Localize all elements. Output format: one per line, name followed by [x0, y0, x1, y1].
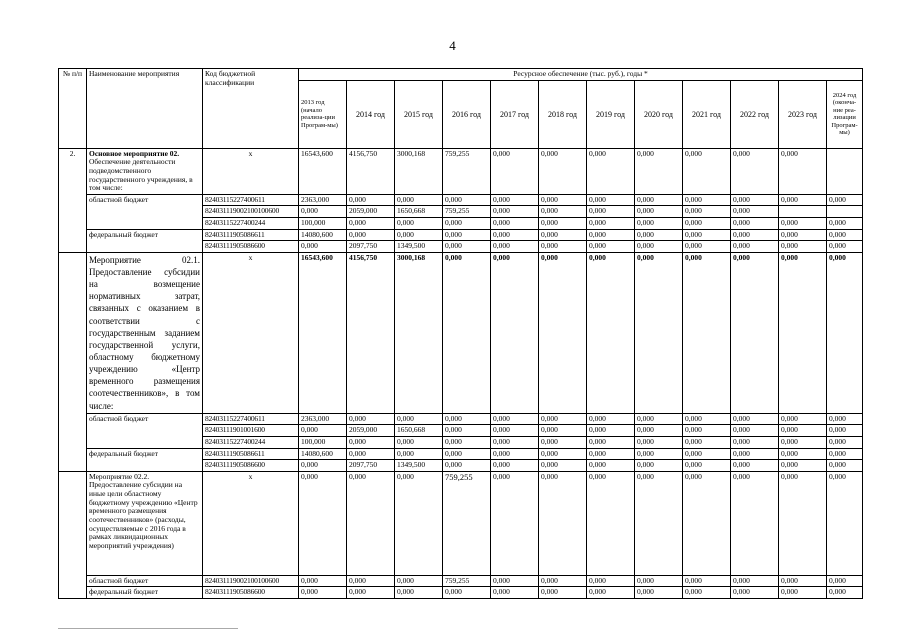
value-cell: 0,000	[299, 575, 347, 587]
value-cell: 0,000	[827, 436, 863, 448]
value-cell: 2059,000	[347, 425, 395, 437]
value-cell: 0,000	[731, 218, 779, 230]
value-cell: 1650,668	[395, 206, 443, 218]
table-row	[59, 575, 863, 587]
value-cell: 0,000	[779, 252, 827, 413]
value-cell: 0,000	[539, 413, 587, 425]
value-cell: 0,000	[779, 575, 827, 587]
value-cell: 0,000	[299, 425, 347, 437]
value-cell: 0,000	[779, 448, 827, 460]
value-cell	[827, 148, 863, 194]
value-cell: 0,000	[827, 460, 863, 472]
value-cell: 2097,750	[347, 241, 395, 253]
activity-title	[87, 148, 203, 194]
value-cell: 0,000	[635, 229, 683, 241]
value-cell: 1349,500	[395, 460, 443, 472]
table-row	[59, 229, 863, 241]
code-cell: х	[203, 148, 299, 194]
value-cell: 0,000	[587, 241, 635, 253]
value-cell: 0,000	[443, 436, 491, 448]
value-cell: 0,000	[731, 241, 779, 253]
value-cell: 0,000	[539, 575, 587, 587]
value-cell: 0,000	[683, 460, 731, 472]
value-cell: 0,000	[395, 436, 443, 448]
value-cell: 0,000	[587, 252, 635, 413]
value-cell: 0,000	[587, 471, 635, 575]
value-cell: 0,000	[731, 206, 779, 218]
value-cell: 0,000	[731, 448, 779, 460]
value-cell: 0,000	[491, 587, 539, 599]
value-cell: 0,000	[827, 413, 863, 425]
value-cell: 0,000	[635, 252, 683, 413]
value-cell: 0,000	[827, 252, 863, 413]
value-cell: 759,255	[443, 575, 491, 587]
value-cell: 0,000	[299, 587, 347, 599]
value-cell: 0,000	[779, 194, 827, 206]
budget-code: 82403115227400244	[203, 436, 299, 448]
value-cell: 0,000	[635, 206, 683, 218]
budget-code: 82403111905086600	[203, 460, 299, 472]
value-cell: 2363,000	[299, 413, 347, 425]
row-number	[59, 252, 87, 471]
value-cell: 0,000	[347, 413, 395, 425]
section-title-row	[59, 471, 863, 575]
value-cell: 0,000	[347, 436, 395, 448]
value-cell: 0,000	[443, 460, 491, 472]
budget-source-label: федеральный бюджет	[87, 448, 203, 471]
value-cell: 0,000	[491, 448, 539, 460]
value-cell: 0,000	[779, 425, 827, 437]
activity-title-heading: Основное мероприятие 02.	[89, 148, 180, 158]
value-cell: 0,000	[635, 425, 683, 437]
value-cell: 0,000	[731, 425, 779, 437]
value-cell: 0,000	[491, 218, 539, 230]
value-cell: 0,000	[491, 229, 539, 241]
value-cell: 0,000	[827, 575, 863, 587]
value-cell: 759,255	[443, 206, 491, 218]
value-cell: 0,000	[443, 413, 491, 425]
budget-code: 82403115227400244	[203, 218, 299, 230]
value-cell: 1650,668	[395, 425, 443, 437]
value-cell: 0,000	[731, 413, 779, 425]
value-cell: 100,000	[299, 436, 347, 448]
header-year-9: 2022 год	[731, 80, 779, 148]
scan-artifact	[58, 628, 238, 629]
value-cell: 0,000	[539, 436, 587, 448]
value-cell: 0,000	[635, 194, 683, 206]
value-cell: 0,000	[587, 413, 635, 425]
value-cell: 0,000	[443, 448, 491, 460]
value-cell: 0,000	[539, 425, 587, 437]
value-cell: 0,000	[827, 229, 863, 241]
value-cell: 0,000	[395, 587, 443, 599]
value-cell: 0,000	[731, 252, 779, 413]
value-cell: 0,000	[491, 194, 539, 206]
budget-code: 82403115227400611	[203, 413, 299, 425]
value-cell: 0,000	[395, 218, 443, 230]
value-cell: 0,000	[347, 575, 395, 587]
value-cell: 0,000	[539, 471, 587, 575]
value-cell: 0,000	[731, 436, 779, 448]
value-cell: 1349,500	[395, 241, 443, 253]
value-cell: 0,000	[779, 413, 827, 425]
row-number	[59, 471, 87, 598]
value-cell: 0,000	[683, 206, 731, 218]
value-cell: 0,000	[539, 194, 587, 206]
value-cell: 0,000	[635, 241, 683, 253]
value-cell: 14080,600	[299, 448, 347, 460]
budget-source-label: федеральный бюджет	[87, 587, 203, 599]
header-year-7: 2020 год	[635, 80, 683, 148]
header-year-3: 2016 год	[443, 80, 491, 148]
value-cell: 0,000	[683, 148, 731, 194]
budget-code: 82403111901001600	[203, 425, 299, 437]
header-resource: Ресурсное обеспечение (тыс. руб.), годы *	[299, 69, 863, 81]
value-cell: 0,000	[683, 241, 731, 253]
value-cell: 0,000	[635, 448, 683, 460]
table-row	[59, 448, 863, 460]
value-cell: 0,000	[443, 194, 491, 206]
value-cell: 0,000	[587, 229, 635, 241]
header-year-2: 2015 год	[395, 80, 443, 148]
value-cell	[827, 206, 863, 218]
value-cell: 0,000	[395, 413, 443, 425]
value-cell: 0,000	[539, 448, 587, 460]
value-cell: 0,000	[731, 471, 779, 575]
section-title-row	[59, 252, 863, 413]
value-cell: 0,000	[347, 587, 395, 599]
value-cell: 0,000	[731, 575, 779, 587]
value-cell: 0,000	[779, 218, 827, 230]
value-cell: 0,000	[539, 252, 587, 413]
value-cell: 14080,600	[299, 229, 347, 241]
value-cell: 0,000	[635, 218, 683, 230]
value-cell: 3000,168	[395, 252, 443, 413]
value-cell: 0,000	[491, 206, 539, 218]
budget-code: 82403111905086611	[203, 448, 299, 460]
value-cell: 0,000	[395, 448, 443, 460]
budget-code: 82403111905086611	[203, 229, 299, 241]
activity-title: Мероприятие 02.2. Предоставление субсидии на иные цели областному бюджетному учреждению «Центр временного размещения соотечественников» (расходы, осуществляемые с 2016 года в рамках ликвидационных мероприятий учреждения)	[87, 471, 203, 575]
value-cell: 0,000	[587, 436, 635, 448]
value-cell: 759,255	[443, 148, 491, 194]
value-cell: 3000,168	[395, 148, 443, 194]
value-cell: 0,000	[587, 194, 635, 206]
value-cell: 0,000	[491, 148, 539, 194]
value-cell: 0,000	[587, 206, 635, 218]
value-cell: 2363,000	[299, 194, 347, 206]
value-cell: 0,000	[635, 587, 683, 599]
header-num: № п/п	[59, 69, 87, 149]
budget-code: 82403111905086600	[203, 587, 299, 599]
budget-table	[58, 68, 863, 599]
value-cell: 0,000	[347, 448, 395, 460]
header-year-11: 2024 год (оконча-ние реа-лизации Програм-мы)	[827, 80, 863, 148]
budget-source-label: областной бюджет	[87, 413, 203, 448]
value-cell: 0,000	[491, 252, 539, 413]
value-cell: 0,000	[779, 436, 827, 448]
header-code: Код бюджетной классификации	[203, 69, 299, 149]
value-cell: 0,000	[299, 241, 347, 253]
value-cell: 0,000	[443, 425, 491, 437]
budget-source-label: областной бюджет	[87, 194, 203, 229]
value-cell: 4156,750	[347, 148, 395, 194]
value-cell: 0,000	[683, 471, 731, 575]
value-cell: 0,000	[731, 587, 779, 599]
value-cell: 0,000	[779, 148, 827, 194]
value-cell: 0,000	[491, 436, 539, 448]
value-cell: 0,000	[587, 460, 635, 472]
budget-code: 82403115227400611	[203, 194, 299, 206]
value-cell: 0,000	[587, 575, 635, 587]
value-cell: 0,000	[539, 148, 587, 194]
budget-code: 824031119002100100600	[203, 575, 299, 587]
budget-source-label: федеральный бюджет	[87, 229, 203, 252]
value-cell: 0,000	[443, 241, 491, 253]
value-cell: 0,000	[731, 148, 779, 194]
value-cell: 0,000	[491, 425, 539, 437]
value-cell: 0,000	[683, 575, 731, 587]
value-cell: 0,000	[827, 587, 863, 599]
value-cell	[779, 206, 827, 218]
value-cell: 100,000	[299, 218, 347, 230]
value-cell: 0,000	[491, 413, 539, 425]
value-cell: 0,000	[347, 471, 395, 575]
code-cell: х	[203, 471, 299, 575]
value-cell: 0,000	[683, 413, 731, 425]
value-cell: 0,000	[683, 425, 731, 437]
value-cell: 0,000	[827, 218, 863, 230]
value-cell: 0,000	[491, 575, 539, 587]
value-cell: 0,000	[443, 229, 491, 241]
header-row-top	[59, 69, 863, 81]
activity-title-body: Обеспечение деятельности подведомственного государственного учреждения, в том числе:	[89, 157, 193, 193]
table-row	[59, 413, 863, 425]
value-cell: 0,000	[731, 194, 779, 206]
value-cell: 0,000	[731, 229, 779, 241]
activity-title: Мероприятие 02.1. Предоставление субсидии на возмещение нормативных затрат, связанных с оказанием в соответствии с государственным заданием государственной услуги, областному бюджетному учреждению «Центр временного размещения соотечественников», в том числе:	[87, 252, 203, 413]
value-cell: 0,000	[443, 252, 491, 413]
value-cell: 0,000	[827, 471, 863, 575]
header-year-5: 2018 год	[539, 80, 587, 148]
budget-code: 824031119002100100600	[203, 206, 299, 218]
value-cell: 0,000	[539, 218, 587, 230]
table-row	[59, 587, 863, 599]
value-cell: 0,000	[827, 425, 863, 437]
value-cell: 0,000	[443, 218, 491, 230]
value-cell: 0,000	[779, 587, 827, 599]
value-cell: 0,000	[635, 148, 683, 194]
value-cell: 0,000	[827, 448, 863, 460]
value-cell: 0,000	[299, 460, 347, 472]
value-cell: 0,000	[683, 194, 731, 206]
budget-source-label: областной бюджет	[87, 575, 203, 587]
section-title-row	[59, 148, 863, 194]
value-cell: 2059,000	[347, 206, 395, 218]
value-cell: 2097,750	[347, 460, 395, 472]
value-cell: 0,000	[779, 229, 827, 241]
value-cell: 0,000	[539, 460, 587, 472]
value-cell: 0,000	[539, 206, 587, 218]
value-cell: 0,000	[683, 587, 731, 599]
header-year-10: 2023 год	[779, 80, 827, 148]
value-cell: 0,000	[635, 413, 683, 425]
value-cell: 0,000	[587, 218, 635, 230]
value-cell: 0,000	[779, 471, 827, 575]
value-cell: 0,000	[395, 194, 443, 206]
value-cell: 0,000	[299, 471, 347, 575]
value-cell: 0,000	[539, 229, 587, 241]
value-cell: 0,000	[587, 587, 635, 599]
value-cell: 0,000	[587, 448, 635, 460]
value-cell: 0,000	[683, 448, 731, 460]
value-cell: 0,000	[779, 460, 827, 472]
row-number: 2.	[59, 148, 87, 252]
value-cell: 0,000	[491, 471, 539, 575]
value-cell: 759,255	[443, 471, 491, 575]
value-cell: 0,000	[491, 460, 539, 472]
value-cell: 0,000	[635, 575, 683, 587]
value-cell: 0,000	[683, 218, 731, 230]
value-cell: 0,000	[491, 241, 539, 253]
value-cell: 0,000	[683, 229, 731, 241]
value-cell: 0,000	[683, 252, 731, 413]
value-cell: 0,000	[731, 460, 779, 472]
value-cell: 0,000	[347, 218, 395, 230]
value-cell: 0,000	[827, 241, 863, 253]
header-year-4: 2017 год	[491, 80, 539, 148]
value-cell: 0,000	[347, 229, 395, 241]
value-cell: 0,000	[587, 425, 635, 437]
value-cell: 0,000	[827, 194, 863, 206]
value-cell: 0,000	[539, 241, 587, 253]
value-cell: 0,000	[347, 194, 395, 206]
value-cell: 0,000	[395, 471, 443, 575]
value-cell: 0,000	[539, 587, 587, 599]
value-cell: 0,000	[299, 206, 347, 218]
value-cell: 16543,600	[299, 148, 347, 194]
header-name: Наименование мероприятия	[87, 69, 203, 149]
value-cell: 0,000	[635, 460, 683, 472]
value-cell: 0,000	[587, 148, 635, 194]
value-cell: 0,000	[779, 241, 827, 253]
value-cell: 0,000	[635, 471, 683, 575]
header-year-6: 2019 год	[587, 80, 635, 148]
header-year-1: 2014 год	[347, 80, 395, 148]
page-number: 4	[449, 38, 456, 53]
budget-code: 82403111905086600	[203, 241, 299, 253]
value-cell: 16543,600	[299, 252, 347, 413]
value-cell: 0,000	[443, 587, 491, 599]
header-year-0: 2013 год (начало реализа-ции Програм-мы)	[299, 80, 347, 148]
value-cell: 0,000	[395, 575, 443, 587]
header-year-8: 2021 год	[683, 80, 731, 148]
code-cell: х	[203, 252, 299, 413]
table-row	[59, 194, 863, 206]
value-cell: 0,000	[395, 229, 443, 241]
value-cell: 0,000	[635, 436, 683, 448]
value-cell: 0,000	[683, 436, 731, 448]
value-cell: 4156,750	[347, 252, 395, 413]
